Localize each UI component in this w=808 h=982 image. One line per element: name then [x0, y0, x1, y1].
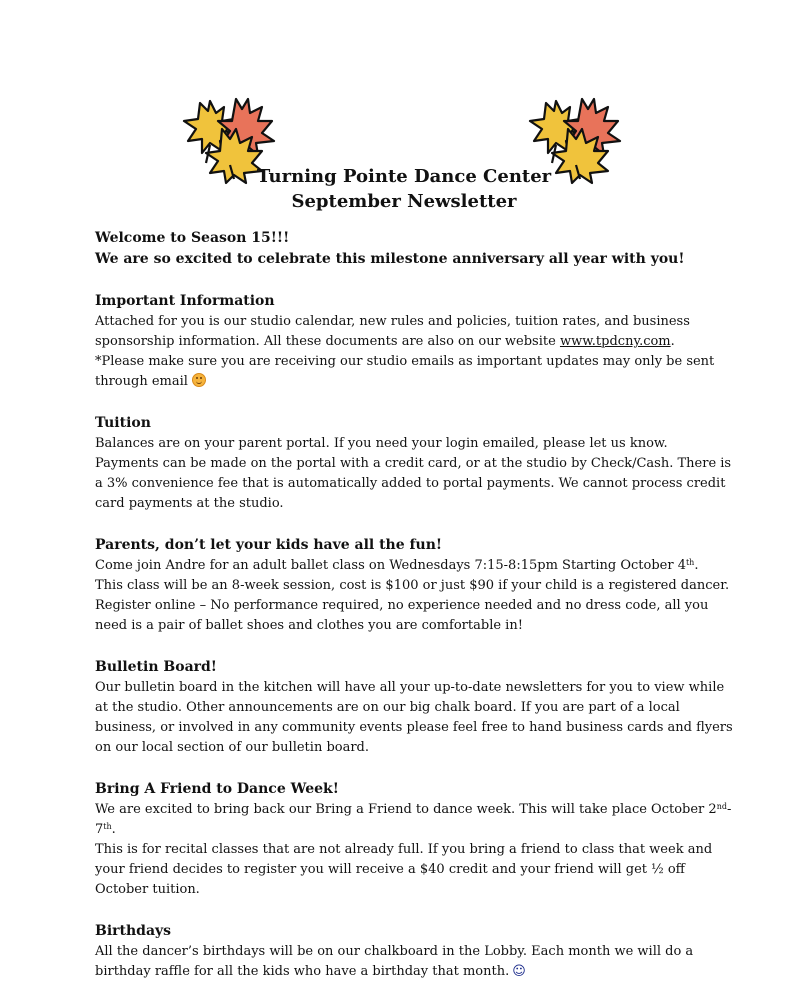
- email-notice: [95, 352, 735, 392]
- newsletter-subtitle: September Newsletter: [291, 191, 517, 212]
- section-heading: Parents, don’t let your kids have all the fun!: [95, 537, 443, 553]
- website-link[interactable]: www.tpdcny.com: [559, 334, 671, 349]
- birthdays-section: [95, 921, 735, 982]
- adult-class-text: Come join Andre for an adult ballet class on Wednesdays 7:15-8:15pm Starting October 4: [95, 558, 686, 573]
- ordinal-suffix: th: [685, 558, 695, 567]
- important-text: [95, 312, 735, 352]
- bulletin-board-section: [95, 657, 735, 758]
- bulletin-text: Our bulletin board in the kitchen will have all your up-to-date newsletters for you to view while at the studio. Other announcements are on our big chalk board. If you are part of a local business, or involved in any community events please feel free to hand business cards and flyers on our local section of our bulletin board.: [95, 680, 733, 755]
- tuition-section: [95, 413, 735, 514]
- birthdays-text: [95, 942, 735, 982]
- adult-class-cost: This class will be an 8-week session, cost is $100 or just $90 if your child is a registered dancer.: [95, 578, 730, 593]
- section-heading: Tuition: [95, 415, 151, 431]
- ordinal-suffix: nd: [716, 802, 727, 811]
- smiling-face-icon: [192, 373, 206, 387]
- section-heading: Bulletin Board!: [95, 659, 217, 675]
- friend-week-details: This is for recital classes that are not already full. If you bring a friend to class that week and your friend decides to register you will receive a $40 credit and your friend will get ½ off October tuition.: [95, 842, 713, 897]
- ordinal-suffix: th: [103, 822, 112, 831]
- important-text-end: .: [670, 334, 675, 349]
- adult-class-end: .: [694, 558, 699, 573]
- important-information-section: [95, 291, 735, 392]
- section-heading: Birthdays: [95, 923, 172, 939]
- welcome-line: Welcome to Season 15!!!: [95, 230, 290, 246]
- date-range-mid: -7: [95, 802, 732, 837]
- newsletter-title: Turning Pointe Dance Center: [256, 166, 552, 187]
- friend-week-text: We are excited to bring back our Bring a Friend to dance week. This will take place October 2: [95, 802, 717, 817]
- welcome-message: We are so excited to celebrate this milestone anniversary all year with you!: [95, 251, 685, 267]
- section-heading: Bring A Friend to Dance Week!: [95, 781, 339, 797]
- email-notice-text: *Please make sure you are receiving our studio emails as important updates may only be sent through email: [95, 354, 715, 389]
- friend-week-dates: [95, 800, 735, 840]
- parents-section: [95, 535, 735, 636]
- newsletter-body: [95, 228, 735, 982]
- important-text-body: Attached for you is our studio calendar, new rules and policies, tuition rates, and business sponsorship information. All these documents are also on our website: [95, 314, 690, 349]
- adult-class-info: [95, 556, 735, 576]
- adult-class-register: Register online – No performance required, no experience needed and no dress code, all you need is a pair of ballet shoes and clothes you are comfortable in!: [95, 598, 709, 633]
- smiley-outline-icon: ☺: [512, 964, 526, 979]
- friend-week-end: .: [111, 822, 116, 837]
- bring-a-friend-section: [95, 779, 735, 900]
- birthdays-text-body: All the dancer’s birthdays will be on our chalkboard in the Lobby. Each month we will do a birthday raffle for all the kids who have a birthday that month.: [95, 944, 694, 979]
- tuition-text: Balances are on your parent portal. If you need your login emailed, please let us know. Payments can be made on the portal with a credit card, or at the studio by Check/Cash. There is a 3% convenience fee that is automatically added to portal payments. We cannot process credit card payments at the studio.: [95, 436, 732, 511]
- section-heading: Important Information: [95, 293, 275, 309]
